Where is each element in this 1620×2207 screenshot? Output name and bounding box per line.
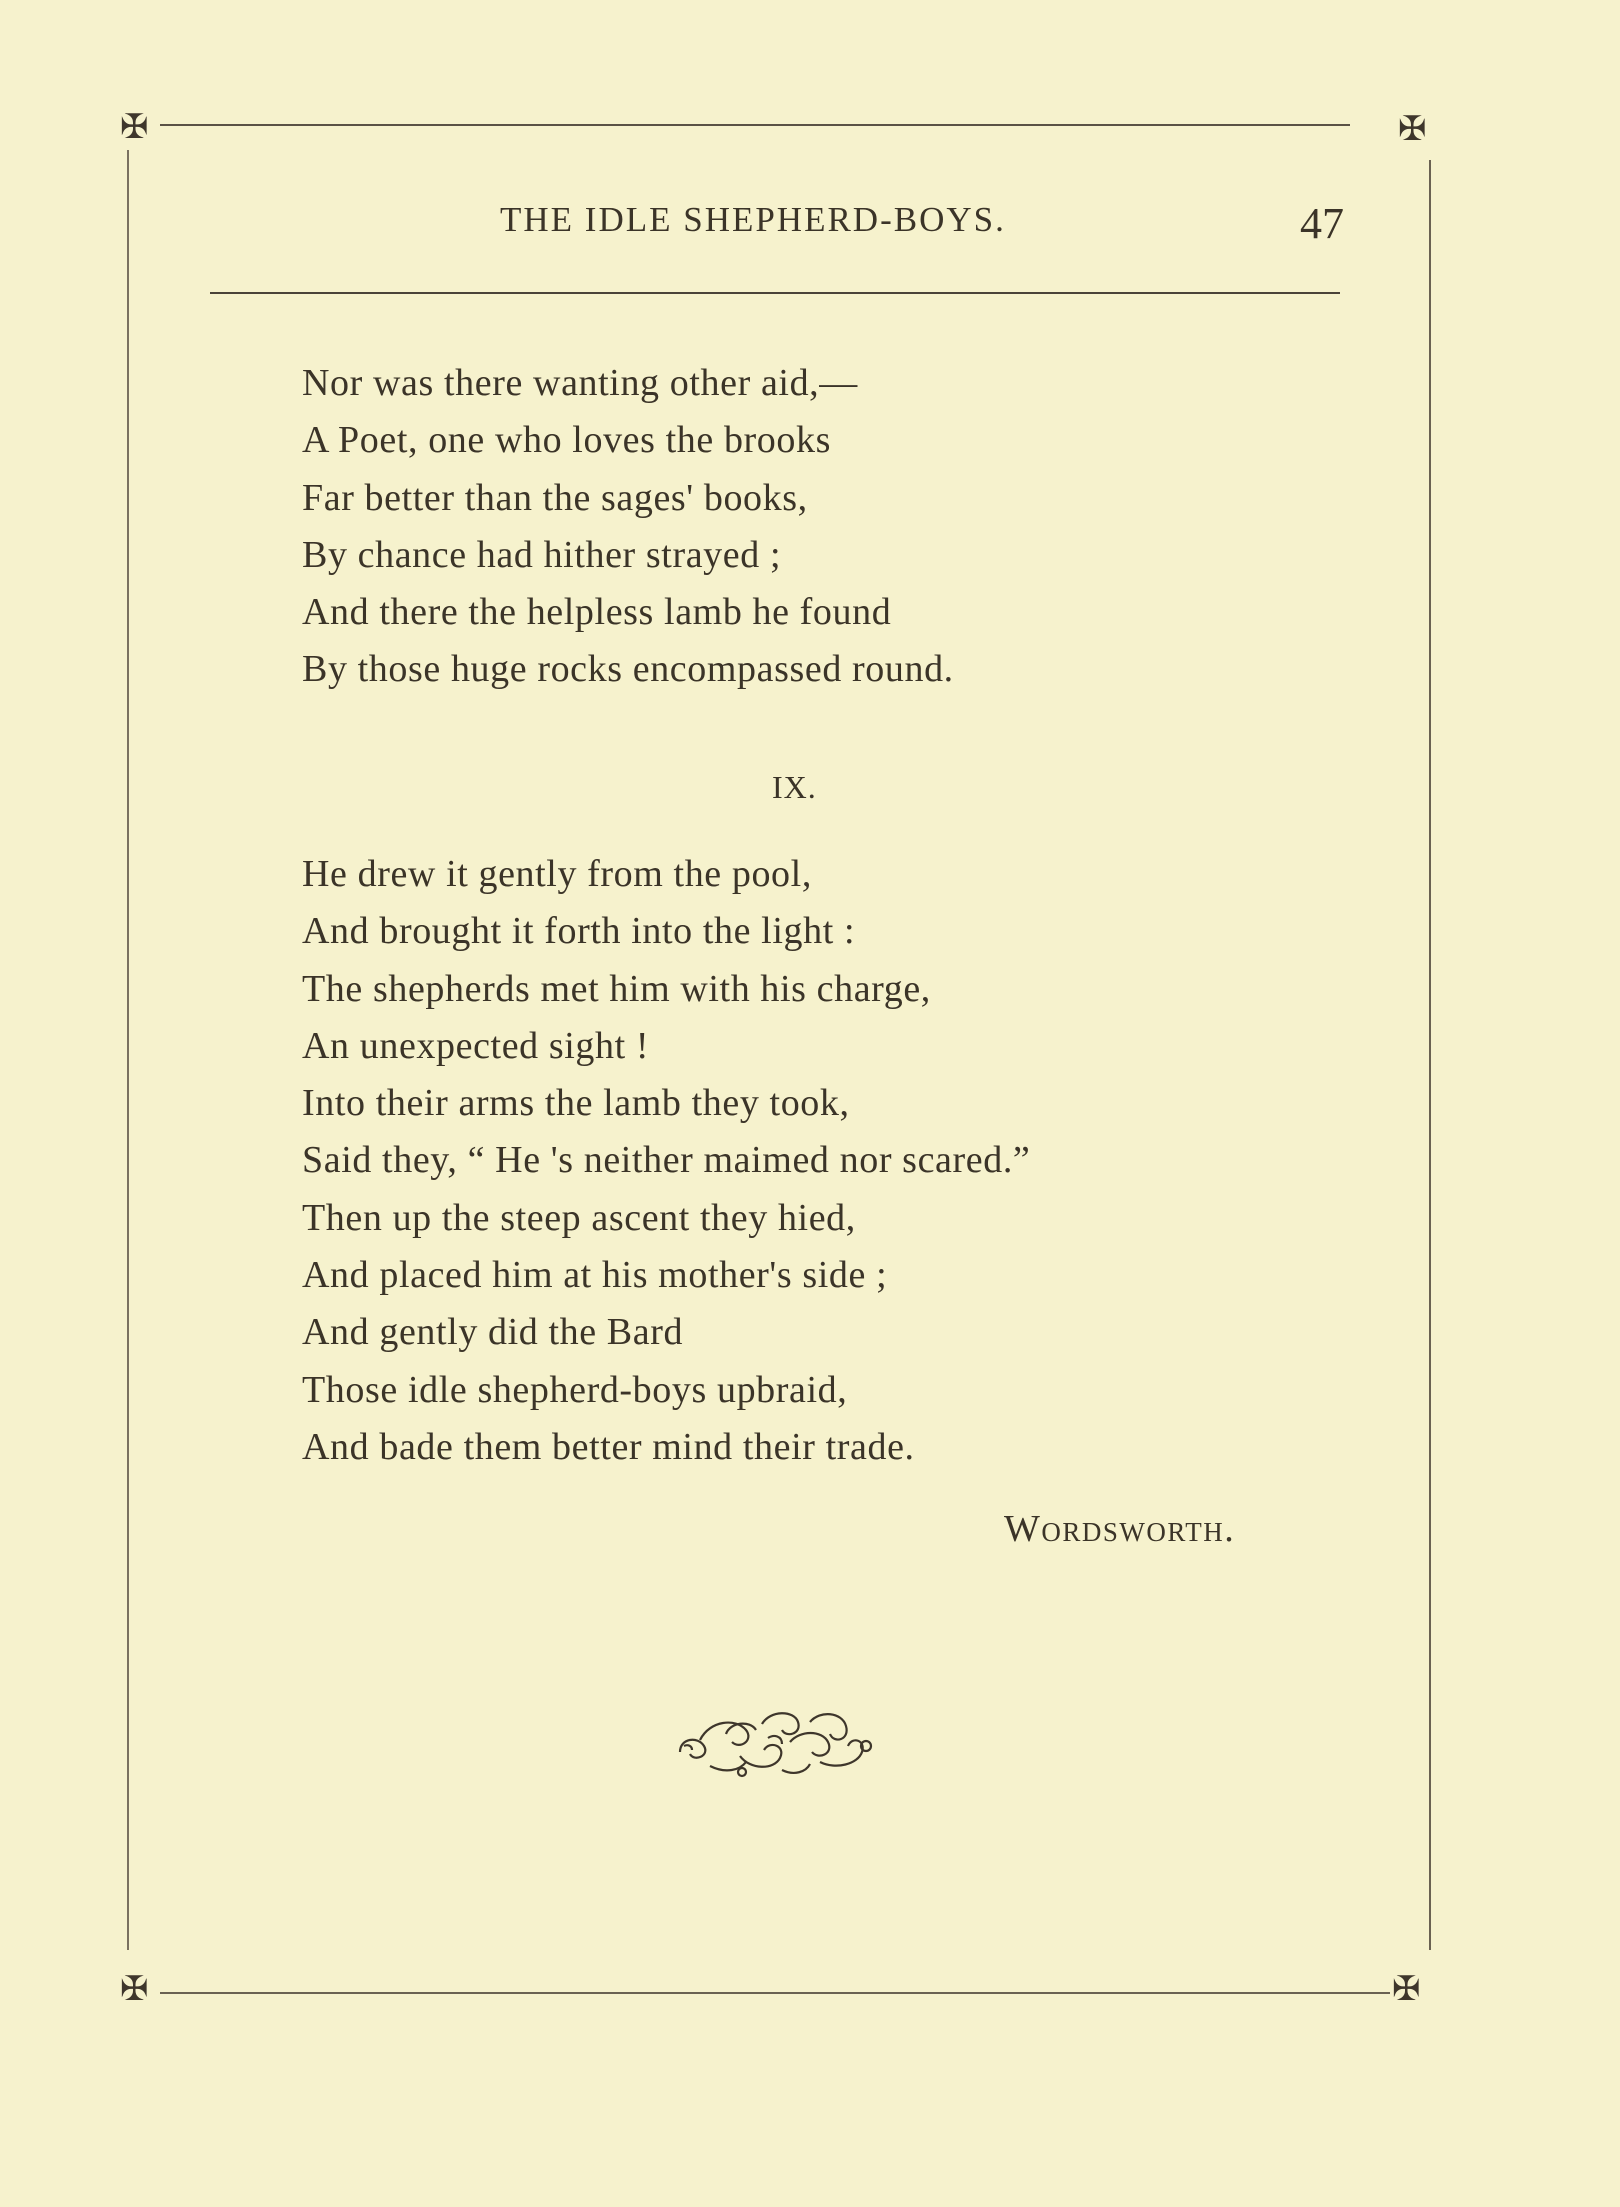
- verse-line: And gently did the Bard: [302, 1311, 684, 1354]
- verse-line: Far better than the sages' books,: [302, 476, 808, 519]
- corner-ornament-bottom-right: ✠: [1392, 1969, 1421, 2009]
- verse-line: Into their arms the lamb they took,: [302, 1082, 850, 1125]
- verse-line: He drew it gently from the pool,: [302, 853, 812, 895]
- verse-line: By those huge rocks encompassed round.: [302, 648, 954, 691]
- verse-line: Nor was there wanting other aid,—: [302, 362, 858, 404]
- verse-line: By chance had hither strayed ;: [302, 533, 782, 576]
- verse-line: The shepherds met him with his charge,: [302, 967, 931, 1010]
- verse-line: Those idle shepherd-boys upbraid,: [302, 1368, 848, 1411]
- frame-top-rule: [160, 124, 1350, 126]
- corner-ornament-top-left: ✠: [120, 107, 149, 147]
- stanza-one: [302, 355, 954, 699]
- section-numeral: IX.: [772, 769, 817, 805]
- ornament-icon: [670, 1700, 880, 1780]
- page-header: [210, 199, 1344, 260]
- frame-left-rule: [127, 150, 129, 1950]
- verse-line: And bade them better mind their trade.: [302, 1425, 915, 1468]
- author-attribution: Wordsworth.: [1004, 1508, 1236, 1550]
- verse-line: Then up the steep ascent they hied,: [302, 1196, 856, 1239]
- verse-line: An unexpected sight !: [302, 1024, 650, 1067]
- verse-line: And there the helpless lamb he found: [302, 591, 892, 634]
- running-title: THE IDLE SHEPHERD-BOYS.: [500, 200, 1006, 239]
- verse-line: A Poet, one who loves the brooks: [302, 419, 831, 462]
- frame-bottom-rule: [160, 1992, 1390, 1994]
- corner-ornament-top-right: ✠: [1398, 109, 1427, 149]
- corner-ornament-bottom-left: ✠: [120, 1969, 149, 2009]
- header-rule: [210, 292, 1340, 294]
- page-number: 47: [1300, 199, 1344, 248]
- stanza-two: [302, 846, 1030, 1476]
- verse-line: Said they, “ He 's neither maimed nor scared.”: [302, 1139, 1031, 1182]
- verse-line: And placed him at his mother's side ;: [302, 1254, 888, 1297]
- verse-line: And brought it forth into the light :: [302, 910, 856, 953]
- frame-right-rule: [1429, 160, 1431, 1950]
